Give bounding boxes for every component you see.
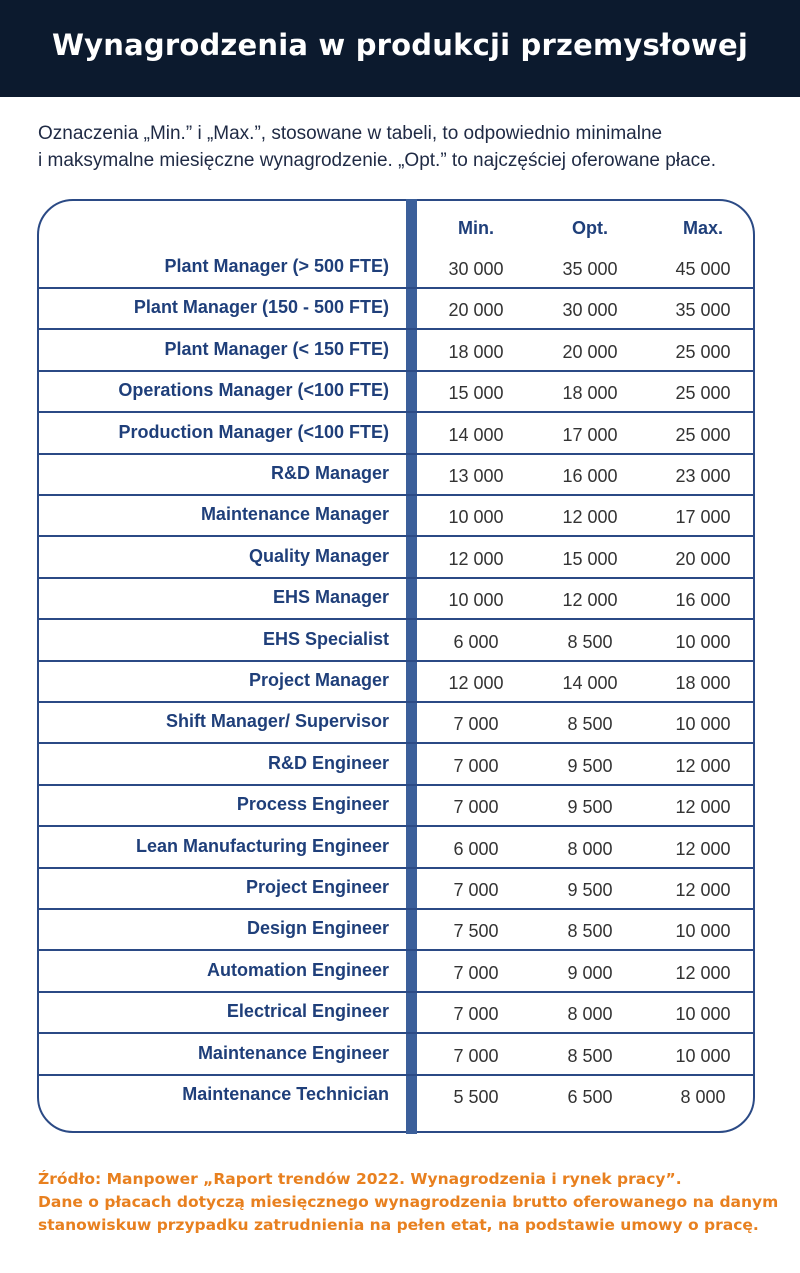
salary-min-cell: 15 000 — [448, 383, 504, 404]
salary-max-cell: 18 000 — [675, 673, 731, 693]
position-label: Design Engineer — [246, 918, 389, 939]
intro-line-1: Oznaczenia „Min.” i „Max.”, stosowane w tabeli, to odpowiednio minimalne — [38, 123, 663, 144]
salary-opt-cell: 17 000 — [562, 424, 618, 445]
table-row — [39, 993, 755, 1034]
salary-min-cell: 10 000 — [448, 590, 504, 611]
salary-min-cell: 18 000 — [448, 341, 504, 362]
salary-opt-cell: 8 000 — [567, 1004, 613, 1025]
salary-max-cell: 23 000 — [675, 466, 731, 486]
salary-min-cell: 12 000 — [448, 548, 504, 569]
salary-opt-cell: 30 000 — [562, 300, 618, 321]
position-label: Automation Engineer — [206, 959, 389, 980]
table-row — [39, 786, 755, 827]
salary-min-cell: 5 500 — [453, 1087, 499, 1107]
salary-opt-cell: 9 500 — [567, 880, 613, 900]
salary-max-cell: 10 000 — [675, 1004, 731, 1025]
intro-text — [38, 120, 778, 174]
salary-opt-cell: 9 500 — [567, 755, 613, 776]
salary-max-cell: 10 000 — [675, 1045, 731, 1066]
position-label: Quality Manager — [248, 545, 389, 566]
salary-min-cell: 7 000 — [453, 962, 499, 983]
position-label: EHS Manager — [272, 587, 389, 608]
table-row — [39, 869, 755, 910]
title-bar — [0, 0, 800, 97]
salary-min-cell: 6 000 — [453, 838, 499, 859]
intro-line-2: i maksymalne miesięczne wynagrodzenie. „Opt.” to najczęściej oferowane płace. — [38, 150, 716, 171]
table-row — [39, 703, 755, 744]
salary-opt-cell: 14 000 — [562, 673, 618, 693]
table-row — [39, 621, 755, 662]
position-label: Process Engineer — [236, 794, 389, 815]
position-label: Production Manager (<100 FTE) — [118, 421, 389, 442]
salary-max-cell: 12 000 — [675, 797, 731, 818]
salary-opt-cell: 20 000 — [562, 341, 618, 362]
salary-opt-cell: 8 500 — [567, 714, 613, 735]
salary-opt-cell: 8 500 — [567, 1045, 613, 1066]
salary-opt-cell: 9 500 — [567, 797, 613, 818]
salary-opt-cell: 8 000 — [567, 838, 613, 859]
salary-min-cell: 12 000 — [448, 673, 504, 693]
salary-opt-cell: 16 000 — [562, 466, 618, 486]
position-label: Maintenance Engineer — [197, 1042, 389, 1063]
table-row — [39, 331, 755, 372]
salary-max-cell: 16 000 — [675, 590, 731, 611]
salary-min-cell: 7 000 — [453, 1045, 499, 1066]
source-note — [38, 1168, 778, 1237]
salary-opt-cell: 6 500 — [567, 1087, 613, 1107]
salary-opt-cell: 9 000 — [567, 962, 613, 983]
salary-max-cell: 12 000 — [675, 755, 731, 776]
salary-min-cell: 13 000 — [448, 466, 504, 486]
salary-min-cell: 20 000 — [448, 300, 504, 321]
table-row — [39, 828, 755, 869]
page-title: Wynagrodzenia w produkcji przemysłowej — [51, 28, 749, 62]
salary-min-cell: 7 000 — [453, 755, 499, 776]
salary-opt-cell: 8 500 — [567, 631, 613, 652]
position-label: Project Manager — [248, 670, 389, 690]
salary-max-cell: 45 000 — [675, 259, 731, 279]
salary-max-cell: 25 000 — [675, 341, 731, 362]
source-line-1: Źródło: Manpower „Raport trendów 2022. Wynagrodzenia i rynek pracy”. — [38, 1170, 682, 1188]
salary-min-cell: 7 500 — [453, 921, 499, 942]
position-label: Plant Manager (150 - 500 FTE) — [133, 297, 389, 318]
column-header-min: Min. — [458, 218, 494, 238]
salary-min-cell: 7 000 — [453, 1004, 499, 1025]
position-label: Plant Manager (> 500 FTE) — [164, 256, 389, 276]
position-label: Plant Manager (< 150 FTE) — [164, 338, 389, 359]
salary-opt-cell: 15 000 — [562, 548, 618, 569]
position-label: Electrical Engineer — [226, 1001, 389, 1022]
salary-max-cell: 12 000 — [675, 838, 731, 859]
position-label: Shift Manager/ Supervisor — [165, 711, 389, 732]
salary-opt-cell: 12 000 — [562, 590, 618, 611]
salary-max-cell: 10 000 — [675, 714, 731, 735]
table-row — [39, 1076, 755, 1117]
table-row — [39, 579, 755, 620]
salary-max-cell: 17 000 — [675, 507, 731, 528]
position-label: Maintenance Technician — [182, 1084, 389, 1104]
column-header-max: Max. — [682, 218, 724, 238]
position-label: Project Engineer — [245, 877, 389, 897]
salary-opt-cell: 35 000 — [562, 259, 618, 279]
salary-min-cell: 7 000 — [453, 714, 499, 735]
position-label: Lean Manufacturing Engineer — [135, 835, 389, 856]
salary-min-cell: 7 000 — [453, 797, 499, 818]
source-line-2: Dane o płacach dotyczą miesięcznego wynagrodzenia brutto oferowanego na danym — [38, 1193, 779, 1211]
table-row — [39, 414, 755, 455]
position-label: EHS Specialist — [262, 628, 389, 649]
salary-max-cell: 25 000 — [675, 383, 731, 404]
salary-max-cell: 25 000 — [675, 424, 731, 445]
table-row — [39, 662, 755, 703]
salary-opt-cell: 8 500 — [567, 921, 613, 942]
position-label: R&D Engineer — [267, 752, 389, 773]
table-row — [39, 248, 755, 289]
position-label: R&D Manager — [270, 463, 389, 483]
salary-min-cell: 7 000 — [453, 880, 499, 900]
salary-max-cell: 10 000 — [675, 921, 731, 942]
salary-opt-cell: 18 000 — [562, 383, 618, 404]
table-row — [39, 538, 755, 579]
salary-max-cell: 8 000 — [680, 1087, 726, 1107]
source-line-3: stanowiskuw przypadku zatrudnienia na pełen etat, na podstawie umowy o pracę. — [38, 1216, 759, 1234]
salary-min-cell: 10 000 — [448, 507, 504, 528]
position-label: Maintenance Manager — [200, 504, 389, 525]
position-label: Operations Manager (<100 FTE) — [118, 380, 389, 401]
salary-max-cell: 12 000 — [675, 880, 731, 900]
salary-max-cell: 10 000 — [675, 631, 731, 652]
salary-min-cell: 14 000 — [448, 424, 504, 445]
table-row — [39, 496, 755, 537]
table-row — [39, 910, 755, 951]
salary-max-cell: 35 000 — [675, 300, 731, 321]
table-row — [39, 455, 755, 496]
salary-min-cell: 30 000 — [448, 259, 504, 279]
table-row — [39, 952, 755, 993]
salary-min-cell: 6 000 — [453, 631, 499, 652]
table-row — [39, 289, 755, 330]
column-header-opt: Opt. — [572, 218, 608, 238]
table-row — [39, 1035, 755, 1076]
table-row — [39, 372, 755, 413]
salary-opt-cell: 12 000 — [562, 507, 618, 528]
salary-max-cell: 20 000 — [675, 548, 731, 569]
salary-max-cell: 12 000 — [675, 962, 731, 983]
table-row — [39, 745, 755, 786]
